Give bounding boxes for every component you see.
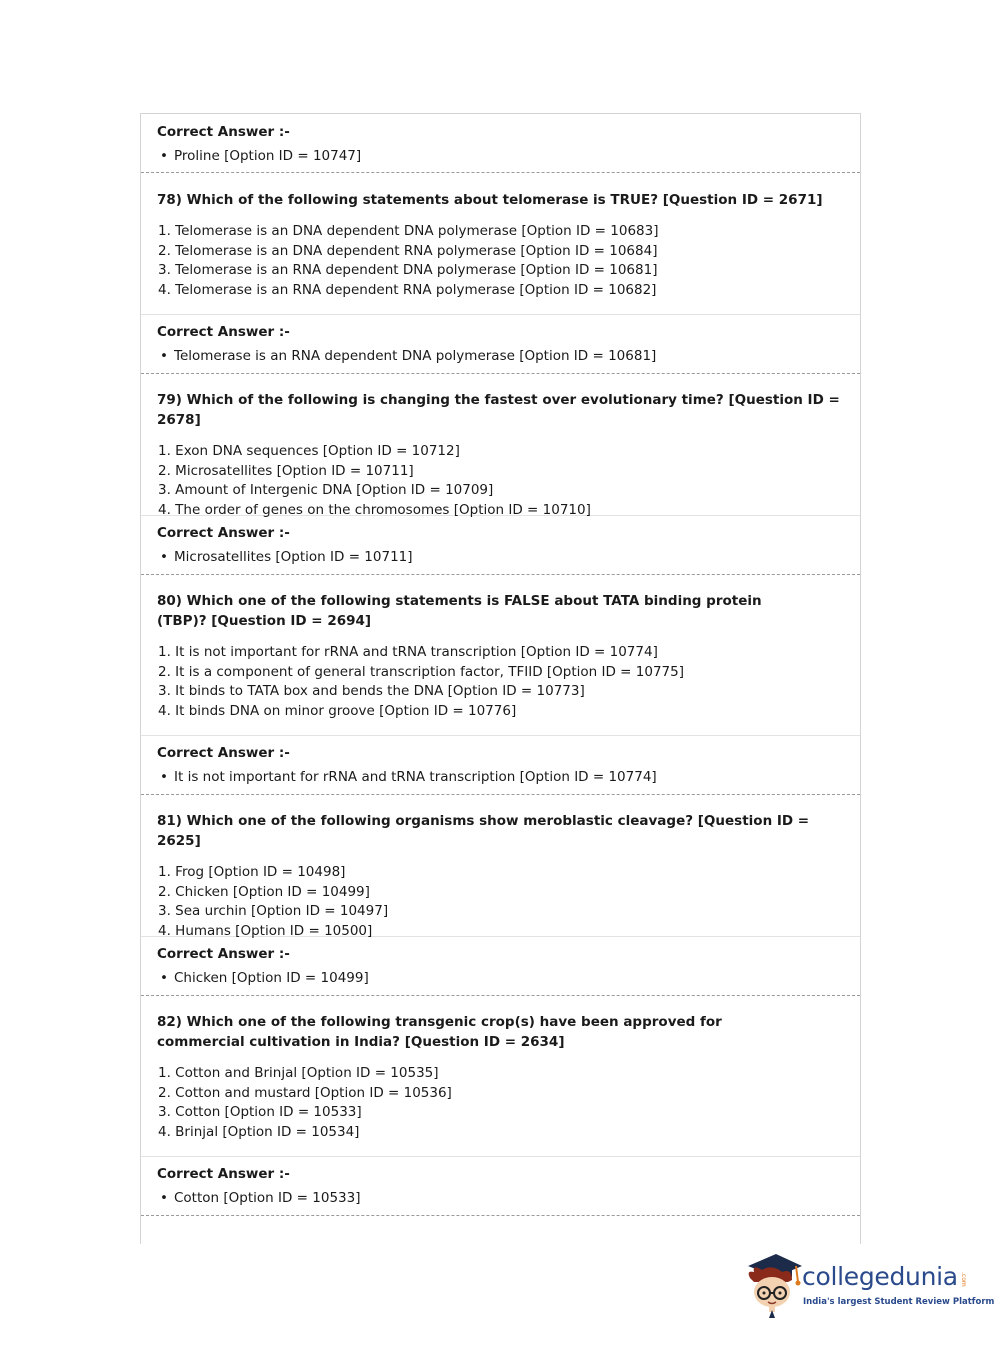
option-item: 4. It binds DNA on minor groove [Option ID = 10776] [158,702,517,719]
option-item: 1. Telomerase is an DNA dependent DNA polymerase [Option ID = 10683] [158,223,659,239]
logo-name: collegedunia [802,1262,958,1291]
collegedunia-logo[interactable] [742,1250,995,1320]
option-item: 1. Cotton and Brinjal [Option ID = 10535] [158,1065,439,1081]
option-item: 4. The order of genes on the chromosomes [Option ID = 10710] [158,501,591,518]
answer-title: Correct Answer :- [157,1166,290,1182]
answer-text: Telomerase is an RNA dependent DNA polymerase [Option ID = 10681] [174,348,657,364]
option-item: 3. Amount of Intergenic DNA [Option ID = 10709] [158,482,494,498]
options-list [157,863,844,941]
answer-block-82 [141,1157,860,1216]
option-item: 3. Telomerase is an RNA dependent DNA polymerase [Option ID = 10681] [158,262,658,278]
option-item: 1. Exon DNA sequences [Option ID = 10712] [158,443,460,459]
question-paper [140,113,861,1244]
answer-title: Correct Answer :- [157,324,290,340]
answer-block-81 [141,937,860,996]
option-item: 2. Microsatellites [Option ID = 10711] [158,462,414,479]
answer-item: • Microsatellites [Option ID = 10711] [160,549,413,565]
logo-tagline: India's largest Student Review Platform [803,1297,995,1307]
option-item: 2. Cotton and mustard [Option ID = 10536] [158,1084,452,1101]
question-text: 81) Which one of the following organisms show meroblastic cleavage? [Question ID = 2625] [157,813,810,849]
answer-block-78 [141,315,860,374]
answer-item: • Cotton [Option ID = 10533] [160,1190,361,1206]
question-block-81 [141,795,860,937]
answer-title: Correct Answer :- [157,946,290,962]
answer-title: Correct Answer :- [157,745,290,761]
question-text: 78) Which of the following statements about telomerase is TRUE? [Question ID = 2671] [157,192,823,208]
question-text: 80) Which one of the following statements is FALSE about TATA binding protein (TBP)? [Question ID = 2694] [157,593,762,629]
option-item: 2. It is a component of general transcription factor, TFIID [Option ID = 10775] [158,663,684,680]
option-item: 1. It is not important for rRNA and tRNA transcription [Option ID = 10774] [158,644,658,660]
answer-text: Cotton [Option ID = 10533] [174,1190,361,1206]
options-list [157,222,844,300]
option-item: 4. Telomerase is an RNA dependent RNA polymerase [Option ID = 10682] [158,281,657,298]
answer-item: • It is not important for rRNA and tRNA transcription [Option ID = 10774] [160,769,657,785]
question-block-80 [141,575,860,736]
answer-text: It is not important for rRNA and tRNA transcription [Option ID = 10774] [174,769,657,785]
answer-text: Microsatellites [Option ID = 10711] [174,549,413,565]
option-item: 2. Telomerase is an DNA dependent RNA polymerase [Option ID = 10684] [158,242,658,259]
answer-item: • Proline [Option ID = 10747] [160,148,362,164]
option-item: 3. Cotton [Option ID = 10533] [158,1104,362,1120]
answer-text: Chicken [Option ID = 10499] [174,970,369,986]
answer-item: • Telomerase is an RNA dependent DNA polymerase [Option ID = 10681] [160,348,657,364]
answer-item: • Chicken [Option ID = 10499] [160,970,369,986]
option-item: 4. Brinjal [Option ID = 10534] [158,1123,360,1140]
question-text: 79) Which of the following is changing the fastest over evolutionary time? [Question ID = 2678] [157,392,840,428]
answer-title: Correct Answer :- [157,124,290,140]
options-list [157,1064,844,1142]
option-item: 3. It binds to TATA box and bends the DNA [Option ID = 10773] [158,683,585,699]
answer-block-77 [141,114,860,173]
answer-block-79 [141,516,860,575]
option-item: 3. Sea urchin [Option ID = 10497] [158,903,389,919]
option-item: 1. Frog [Option ID = 10498] [158,864,346,880]
options-list [157,643,844,721]
answer-title: Correct Answer :- [157,525,290,541]
question-text: 82) Which one of the following transgenic crop(s) have been approved for commercial cultivation in India? [Question ID = 2634] [157,1014,722,1050]
question-block-79 [141,374,860,516]
answer-text: Proline [Option ID = 10747] [174,148,362,164]
logo-suffix: .com [960,1272,967,1287]
answer-block-80 [141,736,860,795]
options-list [157,442,844,520]
mascot-icon [742,1250,804,1320]
option-item: 4. Humans [Option ID = 10500] [158,922,373,939]
question-block-82 [141,996,860,1157]
option-item: 2. Chicken [Option ID = 10499] [158,883,370,900]
question-block-78 [141,173,860,315]
